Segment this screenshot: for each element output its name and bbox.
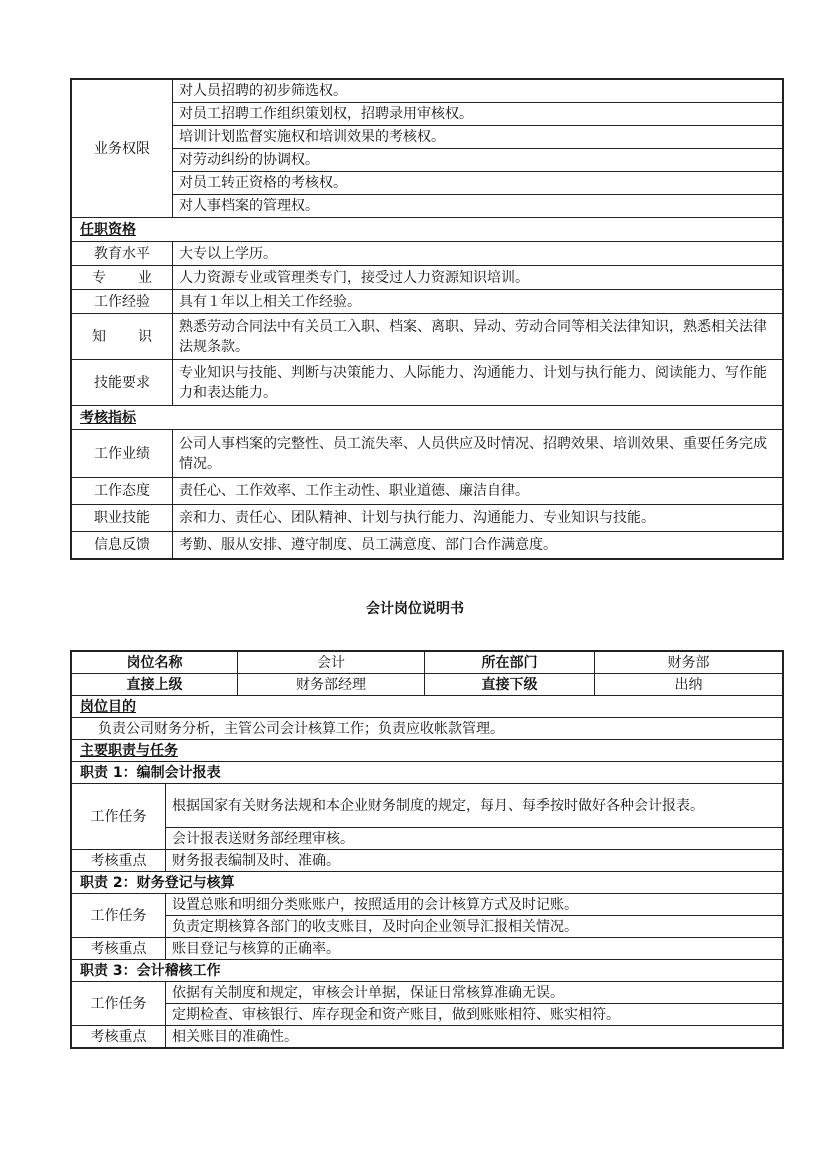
skills-label: 技能要求 — [72, 360, 173, 406]
task-label: 工作任务 — [72, 784, 166, 850]
task-item: 定期检查、审核银行、库存现金和资产账目，做到账账相符、账实相符。 — [166, 1004, 783, 1026]
kpi-heading: 考核指标 — [72, 406, 783, 430]
education-label: 教育水平 — [72, 242, 173, 266]
knowledge-label: 知 识 — [72, 314, 173, 360]
authority-item: 对员工转正资格的考核权。 — [173, 172, 783, 195]
superior-label: 直接上级 — [72, 674, 238, 696]
major-label: 专 业 — [72, 266, 173, 290]
task-item: 会计报表送财务部经理审核。 — [166, 828, 783, 850]
duties-heading: 主要职责与任务 — [72, 740, 783, 762]
check-label: 考核重点 — [72, 1026, 166, 1048]
authority-item: 对人员招聘的初步筛选权。 — [173, 80, 783, 103]
kpi-value: 责任心、工作效率、工作主动性、职业道德、廉洁自律。 — [173, 478, 783, 505]
duty-title: 职责 3：会计稽核工作 — [72, 960, 783, 982]
qualifications-heading: 任职资格 — [72, 218, 783, 242]
authority-item: 培训计划监督实施权和培训效果的考核权。 — [173, 126, 783, 149]
purpose-heading: 岗位目的 — [72, 696, 783, 718]
check-value: 账目登记与核算的正确率。 — [166, 938, 783, 960]
authority-label: 业务权限 — [72, 80, 173, 218]
check-value: 相关账目的准确性。 — [166, 1026, 783, 1048]
task-label: 工作任务 — [72, 894, 166, 938]
superior-value: 财务部经理 — [238, 674, 425, 696]
purpose-text: 负责公司财务分析，主管公司会计核算工作；负责应收帐款管理。 — [72, 718, 783, 740]
subordinate-label: 直接下级 — [425, 674, 595, 696]
authority-item: 对员工招聘工作组织策划权，招聘录用审核权。 — [173, 103, 783, 126]
kpi-value: 考勤、服从安排、遵守制度、员工满意度、部门合作满意度。 — [173, 532, 783, 559]
post-name-value: 会计 — [238, 652, 425, 674]
authority-item: 对人事档案的管理权。 — [173, 195, 783, 218]
skills-value: 专业知识与技能、判断与决策能力、人际能力、沟通能力、计划与执行能力、阅读能力、写作能力和表达能力。 — [173, 360, 783, 406]
kpi-label: 工作态度 — [72, 478, 173, 505]
kpi-label: 职业技能 — [72, 505, 173, 532]
task-item: 负责定期核算各部门的收支账目，及时向企业领导汇报相关情况。 — [166, 916, 783, 938]
check-label: 考核重点 — [72, 938, 166, 960]
duty-title: 职责 1：编制会计报表 — [72, 762, 783, 784]
accountant-doc-title: 会计岗位说明书 — [366, 601, 464, 617]
subordinate-value: 出纳 — [595, 674, 783, 696]
task-item: 根据国家有关财务法规和本企业财务制度的规定，每月、每季按时做好各种会计报表。 — [166, 784, 783, 828]
knowledge-value: 熟悉劳动合同法中有关员工入职、档案、离职、异动、劳动合同等相关法律知识，熟悉相关法律法规条款。 — [173, 314, 783, 360]
experience-label: 工作经验 — [72, 290, 173, 314]
major-value: 人力资源专业或管理类专门，接受过人力资源知识培训。 — [173, 266, 783, 290]
hr-job-table — [71, 79, 783, 559]
task-item: 依据有关制度和规定，审核会计单据，保证日常核算准确无误。 — [166, 982, 783, 1004]
experience-value: 具有１年以上相关工作经验。 — [173, 290, 783, 314]
task-item: 设置总账和明细分类账账户，按照适用的会计核算方式及时记账。 — [166, 894, 783, 916]
kpi-value: 亲和力、责任心、团队精神、计划与执行能力、沟通能力、专业知识与技能。 — [173, 505, 783, 532]
authority-item: 对劳动纠纷的协调权。 — [173, 149, 783, 172]
dept-label: 所在部门 — [425, 652, 595, 674]
dept-value: 财务部 — [595, 652, 783, 674]
task-label: 工作任务 — [72, 982, 166, 1026]
kpi-label: 工作业绩 — [72, 430, 173, 478]
accountant-job-table — [71, 651, 783, 1048]
post-name-label: 岗位名称 — [72, 652, 238, 674]
duty-title: 职责 2：财务登记与核算 — [72, 872, 783, 894]
kpi-value: 公司人事档案的完整性、员工流失率、人员供应及时情况、招聘效果、培训效果、重要任务完成情况。 — [173, 430, 783, 478]
education-value: 大专以上学历。 — [173, 242, 783, 266]
check-value: 财务报表编制及时、准确。 — [166, 850, 783, 872]
kpi-label: 信息反馈 — [72, 532, 173, 559]
check-label: 考核重点 — [72, 850, 166, 872]
